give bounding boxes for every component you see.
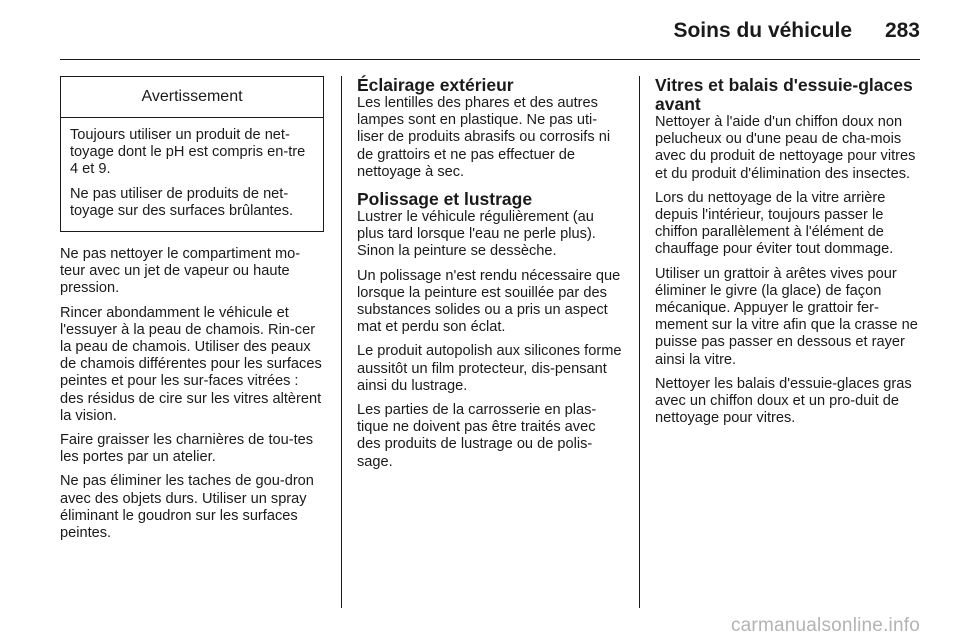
column-divider bbox=[341, 76, 342, 608]
paragraph: Ne pas nettoyer le compartiment mo-teur avec un jet de vapeur ou haute pression. bbox=[60, 246, 301, 297]
warning-title: Avertissement bbox=[61, 77, 323, 118]
section-polishing bbox=[357, 190, 622, 471]
section-heading: Polissage et lustrage bbox=[357, 189, 533, 210]
paragraph: Lors du nettoyage de la vitre arrière depuis l'intérieur, toujours passer le chiffon parallèlement à l'élément de chauffage pour éviter tout dommage. bbox=[655, 189, 894, 258]
warning-box bbox=[60, 76, 324, 232]
page-number: 283 bbox=[884, 19, 920, 42]
paragraph: Lustrer le véhicule régulièrement (au plus tard lorsque l'eau ne perle plus). Sinon la peinture se dessèche. bbox=[357, 209, 596, 260]
column-3 bbox=[655, 76, 921, 436]
paragraph: Nettoyer à l'aide d'un chiffon doux non pelucheux ou d'une peau de cha-mois avec du produit de nettoyage pour vitres et du produit d'élimination des insectes. bbox=[655, 114, 916, 182]
warning-paragraph: Toujours utiliser un produit de net-toyage dont le pH est compris en-tre 4 et 9. bbox=[70, 127, 306, 178]
page-title: Soins du véhicule bbox=[673, 19, 852, 42]
paragraph: Un polissage n'est rendu nécessaire que lorsque la peinture est souillée par des substances solides ou a pris un aspect mat et perdu son éclat. bbox=[357, 267, 621, 336]
section-exterior-lighting bbox=[357, 76, 622, 181]
page-header bbox=[60, 0, 920, 61]
column-2 bbox=[357, 76, 622, 480]
paragraph: Le produit autopolish aux silicones forme aussitôt un film protecteur, dis-pensant ainsi du lustrage. bbox=[357, 343, 622, 394]
paragraph: Rincer abondamment le véhicule et l'essuyer à la peau de chamois. Rin-cer la peau de chamois. Utiliser des peaux de chamois différentes pour les surfaces peintes et pour les sur-faces vitrées : des résidus de cire sur les vitres altèrent la vision. bbox=[60, 304, 322, 424]
header-rule bbox=[60, 59, 920, 60]
watermark: carmanualsonline.info bbox=[730, 615, 920, 636]
paragraph: Nettoyer les balais d'essuie-glaces gras avec un chiffon doux et un pro-duit de nettoyage pour vitres. bbox=[655, 375, 912, 427]
paragraph: Utiliser un grattoir à arêtes vives pour éliminer le givre (la glace) de façon mécanique. Appuyer le grattoir fer-mement sur la vitre afin que la crasse ne puisse pas passer en dessous et rayer ainsi la vitre. bbox=[655, 265, 918, 368]
column-1 bbox=[60, 76, 324, 549]
warning-paragraph: Ne pas utiliser de produits de net-toyage sur des surfaces brûlantes. bbox=[70, 185, 294, 219]
paragraph: Les parties de la carrosserie en plas-tique ne doivent pas être traités avec des produits de lustrage ou de polis-sage. bbox=[357, 402, 597, 470]
paragraph: Faire graisser les charnières de tou-tes les portes par un atelier. bbox=[60, 432, 314, 466]
paragraph: Les lentilles des phares et des autres lampes sont en plastique. Ne pas uti-liser de produits abrasifs ou corrosifs ni de grattoirs et ne pas effectuer de nettoyage à sec. bbox=[357, 95, 611, 180]
column-divider bbox=[639, 76, 640, 608]
section-windows-wipers bbox=[655, 76, 921, 427]
section-heading: Vitres et balais d'essuie-glaces avant bbox=[655, 75, 913, 114]
section-heading: Éclairage extérieur bbox=[357, 75, 514, 95]
paragraph: Ne pas éliminer les taches de gou-dron avec des objets durs. Utiliser un spray éliminant le goudron sur les surfaces peintes. bbox=[60, 473, 314, 542]
warning-body bbox=[61, 118, 323, 231]
